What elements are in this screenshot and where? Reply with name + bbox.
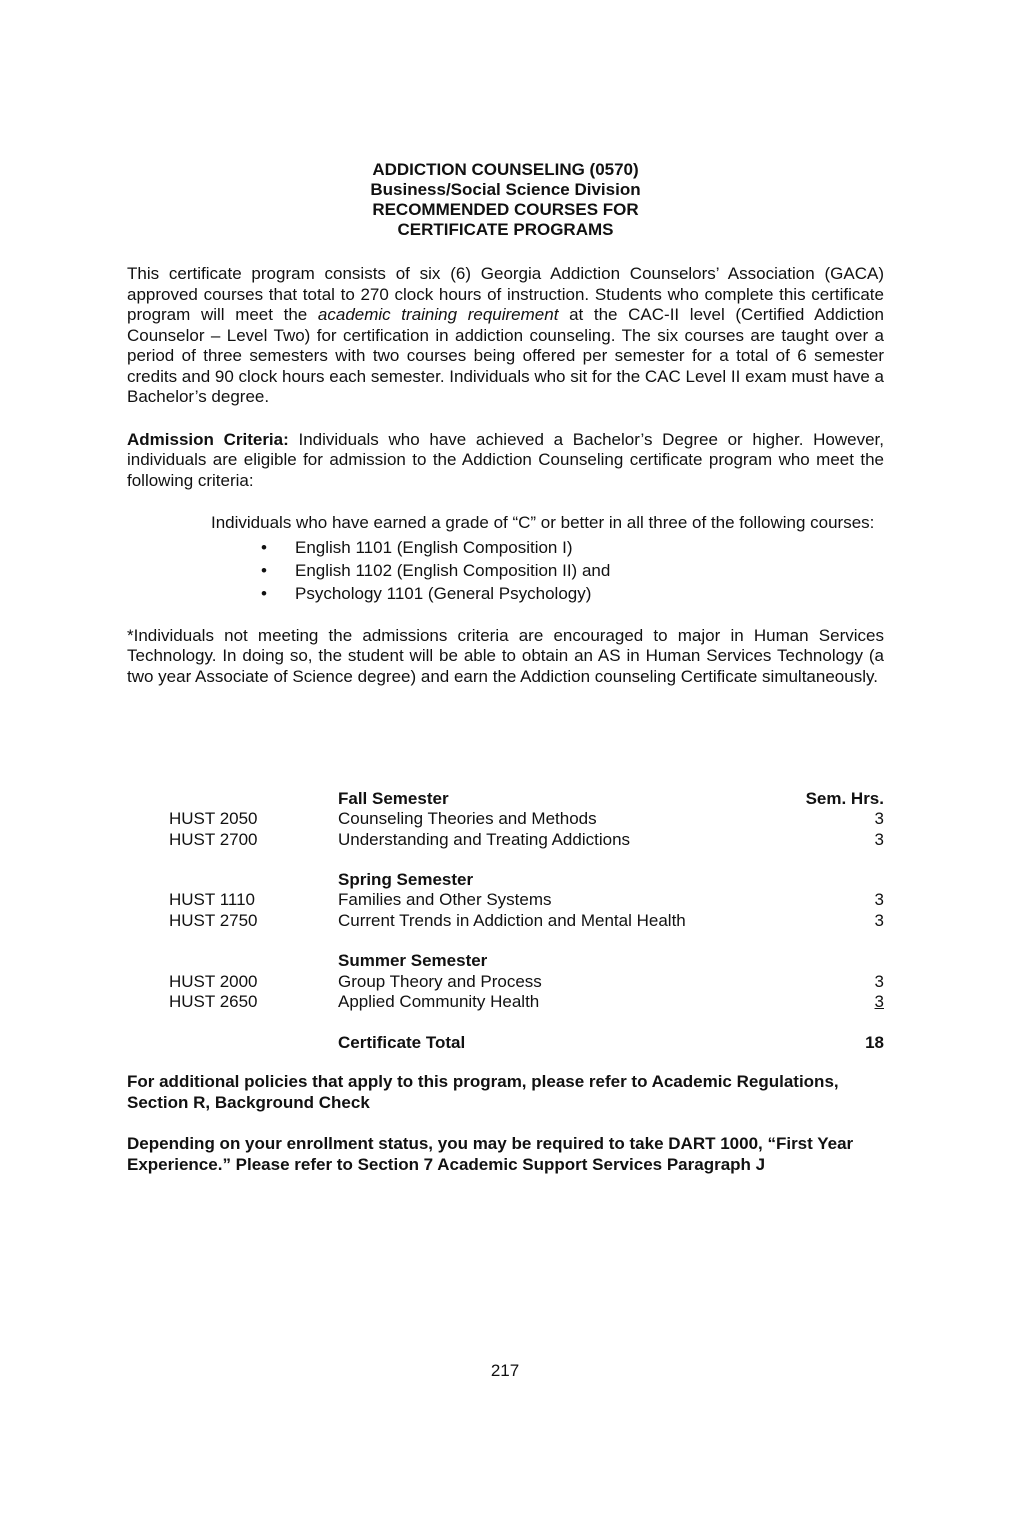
criteria-list: [211, 536, 884, 605]
policies-note: For additional policies that apply to this program, please refer to Academic Regulations, Section R, Background Check: [127, 1072, 839, 1112]
list-item: [211, 582, 884, 605]
course-code: HUST 2700: [169, 829, 258, 849]
course-title: Applied Community Health: [338, 991, 540, 1011]
table-row: [127, 809, 884, 829]
course-code: HUST 1110: [169, 890, 255, 910]
spacer: [127, 1012, 884, 1032]
course-hours: 3: [874, 910, 884, 930]
semester-heading: Fall Semester: [338, 789, 449, 808]
section-title-line2: CERTIFICATE PROGRAMS: [397, 220, 614, 239]
table-row: [127, 972, 884, 992]
semester-heading-row: [127, 870, 884, 890]
course-schedule: [127, 789, 884, 1053]
division-name: Business/Social Science Division: [370, 180, 641, 199]
intro-text-1: This certificate program consists of six (6) Georgia Addiction Counselors’ Association (GACA) approved courses that total to 270 clock hours of instruction. Students who complete this certificate program will meet the: [127, 264, 884, 324]
spacer: [127, 931, 884, 951]
note-paragraph: *Individuals not meeting the admissions criteria are encouraged to major in Human Services Technology. In doing so, the student will be able to obtain an AS in Human Services Technology (a two year Associate of Science degree) and earn the Addiction counseling Certificate simultaneously.: [127, 625, 884, 686]
total-hours: 18: [865, 1032, 884, 1052]
total-row: [127, 1033, 884, 1053]
course-hours: 3: [874, 890, 884, 910]
criteria-item: English 1102 (English Composition II) and: [295, 560, 611, 580]
course-hours: 3: [874, 809, 884, 829]
criteria-item: Psychology 1101 (General Psychology): [295, 583, 592, 603]
course-code: HUST 2750: [169, 910, 258, 930]
hours-header: Sem. Hrs.: [805, 789, 884, 808]
list-item: [211, 536, 884, 559]
table-row: [127, 911, 884, 931]
admission-label: Admission Criteria:: [127, 429, 289, 449]
schedule-header-row: [127, 789, 884, 809]
dart-note: Depending on your enrollment status, you may be required to take DART 1000, “First Year Experience.” Please refer to Section 7 Academic Support Services Paragraph J: [127, 1134, 854, 1174]
criteria-block: [211, 513, 884, 605]
intro-paragraph: [127, 264, 884, 408]
course-code: HUST 2650: [169, 991, 258, 1011]
total-label: Certificate Total: [338, 1032, 466, 1052]
program-title: ADDICTION COUNSELING (0570): [372, 160, 639, 179]
bullet-icon: •: [261, 560, 267, 580]
admission-paragraph: [127, 430, 884, 492]
page-number: 217: [490, 1361, 520, 1380]
program-header: [127, 160, 884, 240]
table-row: [127, 890, 884, 910]
table-row: [127, 830, 884, 850]
semester-heading: Spring Semester: [338, 870, 474, 890]
course-title: Current Trends in Addiction and Mental Health: [338, 910, 686, 930]
spacer: [127, 850, 884, 870]
course-title: Understanding and Treating Addictions: [338, 829, 631, 849]
bullet-icon: •: [261, 537, 267, 557]
table-row: [127, 992, 884, 1012]
bullet-icon: •: [261, 583, 267, 603]
admission-text: Individuals who have achieved a Bachelor’s Degree or higher. However, individuals are eligible for admission to the Addiction Counseling certificate program who meet the following criteria:: [127, 429, 884, 490]
course-title: Families and Other Systems: [338, 890, 552, 910]
course-hours: 3: [874, 971, 884, 991]
intro-emphasis: academic training requirement: [317, 305, 559, 324]
semester-heading-row: [127, 951, 884, 971]
course-code: HUST 2000: [169, 971, 258, 991]
list-item: [211, 559, 884, 582]
course-title: Group Theory and Process: [338, 971, 542, 991]
criteria-item: English 1101 (English Composition I): [295, 537, 573, 557]
document-body: [127, 160, 884, 687]
intro-text-2: at the CAC-II level (Certified Addiction Counselor – Level Two) for certification in addiction counseling. The six courses are taught over a period of three semesters with two courses being offered per semester for a total of 6 semester credits and 90 clock hours each semester. Individuals who sit for the CAC Level II exam must have a Bachelor’s degree.: [127, 305, 885, 406]
course-title: Counseling Theories and Methods: [338, 809, 597, 829]
criteria-text: Individuals who have earned a grade of “C” or better in all three of the following courses:: [211, 513, 875, 532]
course-hours: 3: [874, 991, 884, 1011]
semester-heading: Summer Semester: [338, 951, 488, 971]
course-hours: 3: [874, 829, 884, 849]
section-title-line1: RECOMMENDED COURSES FOR: [372, 200, 639, 219]
course-code: HUST 2050: [169, 809, 258, 829]
